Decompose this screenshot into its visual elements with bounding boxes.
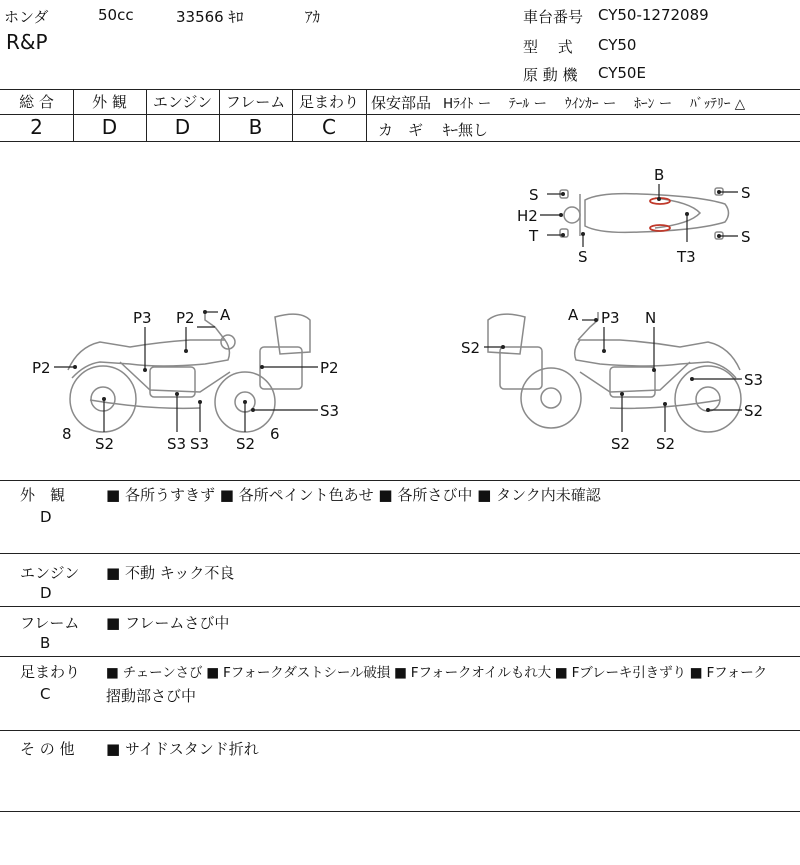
diagram-label: A [220, 306, 231, 324]
divider [0, 480, 800, 481]
section-label-exterior: 外 観 [20, 486, 66, 504]
color: ｱｶ [305, 8, 321, 26]
diagram-label: S2 [611, 435, 631, 453]
diagram-label: S2 [461, 339, 481, 357]
key-label: カ ギ [378, 121, 424, 139]
section-label-suspension: 足まわり [20, 663, 81, 681]
diagram-label: N [645, 309, 657, 327]
frame-no: CY50-1272089 [598, 6, 709, 24]
diagram-label: S [741, 228, 751, 246]
divider [366, 114, 800, 115]
engine-label: 原 動 機 [523, 66, 578, 84]
displacement: 50cc [98, 6, 134, 24]
divider [0, 656, 800, 657]
key-value: ｷｰ無し [443, 121, 489, 139]
divider [366, 89, 367, 141]
section-grade-suspension: C [40, 685, 51, 703]
diagram-label: S2 [236, 435, 256, 453]
diagram-label: S [529, 186, 539, 204]
diagram-label: B [654, 166, 665, 184]
model-type: CY50 [598, 36, 637, 54]
diagram-label: P3 [133, 309, 152, 327]
section-text-suspension-cont: 摺動部さび中 [106, 687, 197, 705]
grade-frame-label: フレーム [225, 93, 286, 111]
section-grade-frame: B [40, 634, 51, 652]
maker: ホンダ [4, 8, 49, 26]
diagram-label: 6 [270, 425, 280, 443]
section-text-suspension: ■ チェーンさび ■ Fフォークダストシール破損 ■ Fフォークオイルもれ大 ■ Fブレーキ引きずり ■ Fフォーク [106, 665, 767, 681]
diagram-label: S3 [167, 435, 187, 453]
diagram-label: S [741, 184, 751, 202]
diagram-label: 8 [62, 425, 72, 443]
grade-suspension-value: C [322, 115, 336, 139]
divider [0, 730, 800, 731]
divider [0, 89, 800, 90]
diagram-label: P3 [601, 309, 620, 327]
damage-diagram [0, 142, 800, 480]
diagram-label: S2 [656, 435, 676, 453]
diagram-label: S3 [744, 371, 764, 389]
grade-suspension-label: 足まわり [298, 93, 359, 111]
diagram-label: S2 [95, 435, 115, 453]
grade-exterior-label: 外 観 [92, 93, 127, 111]
section-text-frame: ■ フレームさび中 [106, 614, 230, 632]
section-label-frame: フレーム [20, 614, 80, 632]
diagram-label: P2 [320, 359, 339, 377]
model-type-label: 型 式 [523, 38, 573, 56]
safety-items: Hﾗｲﾄ ー ﾃｰﾙ ー ｳｲﾝｶｰ ー ﾎｰﾝ ー ﾊﾞｯﾃﾘｰ △ [443, 96, 746, 112]
grade-engine-value: D [174, 115, 191, 139]
section-text-exterior: ■ 各所うすきず ■ 各所ペイント色あせ ■ 各所さび中 ■ タンク内未確認 [106, 486, 601, 504]
diagram-label: S [578, 248, 588, 266]
diagram-label: P2 [176, 309, 195, 327]
diagram-label: S2 [744, 402, 764, 420]
left-side-view [32, 306, 339, 453]
grade-total-label: 総 合 [19, 93, 54, 111]
section-grade-engine: D [40, 584, 52, 602]
diagram-label: T3 [677, 248, 696, 266]
right-side-view [461, 306, 763, 453]
divider [0, 811, 800, 812]
grade-frame-value: B [248, 115, 263, 139]
divider [0, 606, 800, 607]
engine-type: CY50E [598, 64, 646, 82]
frame-no-label: 車台番号 [523, 8, 584, 26]
section-text-other: ■ サイドスタンド折れ [106, 740, 259, 758]
divider [0, 553, 800, 554]
grade-exterior-value: D [101, 115, 118, 139]
diagram-label: A [568, 306, 579, 324]
mileage: 33566 ｷﾛ [176, 8, 244, 26]
diagram-label: S3 [320, 402, 340, 420]
diagram-label: P2 [32, 359, 51, 377]
diagram-label: S3 [190, 435, 210, 453]
diagram-label: T [529, 227, 539, 245]
section-label-other: そ の 他 [20, 740, 75, 758]
grade-engine-label: エンジン [152, 93, 213, 111]
top-view [517, 166, 751, 266]
section-text-engine: ■ 不動 キック不良 [106, 564, 235, 582]
motorcycle-diagram [0, 142, 800, 480]
diagram-label: H2 [517, 207, 538, 225]
model-name: R&P [6, 30, 48, 54]
section-label-engine: エンジン [20, 564, 80, 582]
safety-label: 保安部品 [371, 94, 432, 112]
grade-total-value: 2 [30, 115, 43, 139]
section-grade-exterior: D [40, 508, 52, 526]
